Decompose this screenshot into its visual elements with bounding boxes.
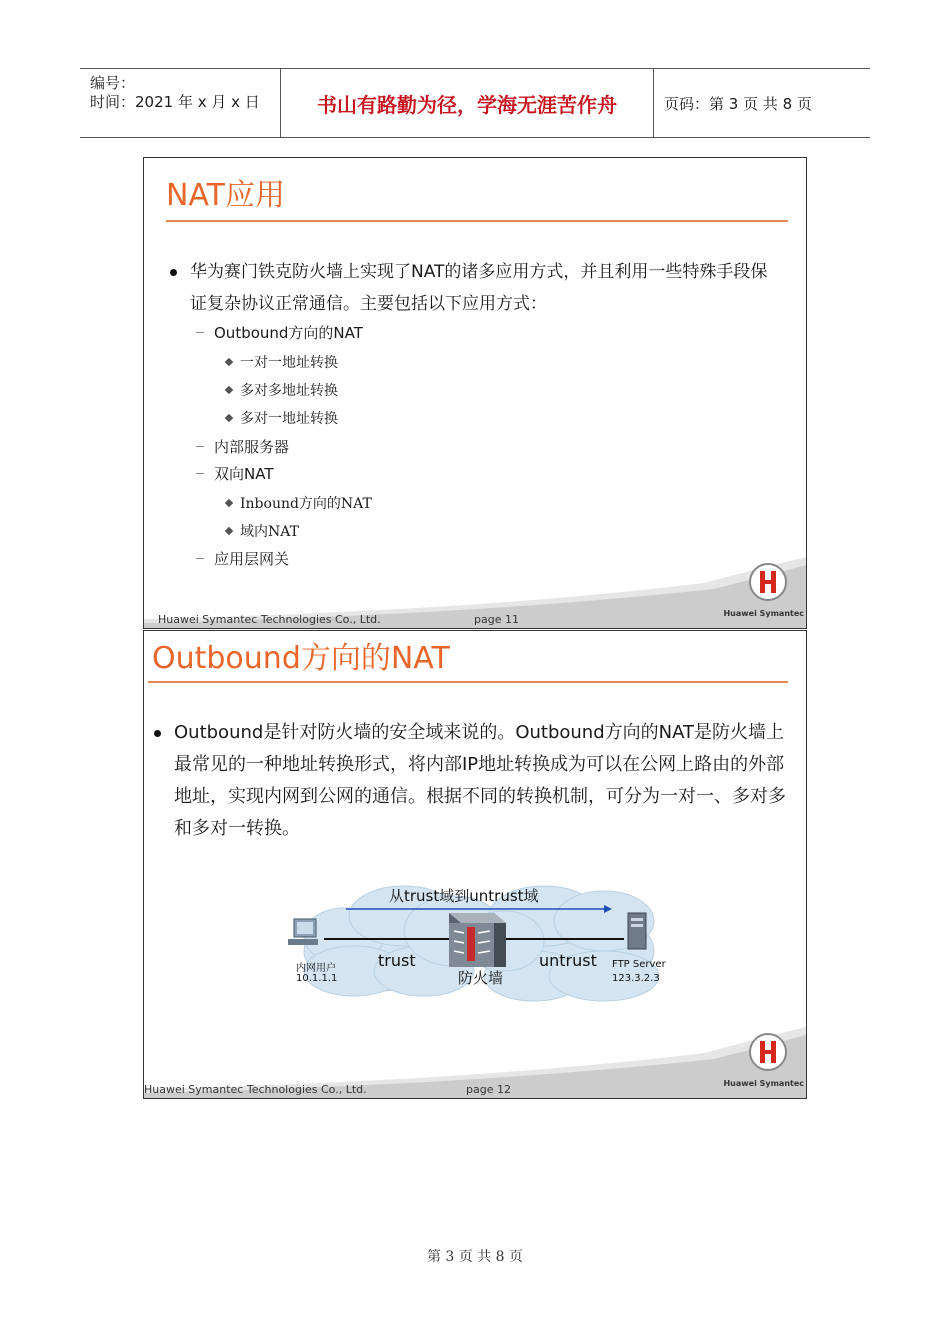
page-label: 页码：第 3 页 共 8 页	[664, 94, 812, 113]
slide-nat-applications	[143, 157, 807, 629]
list-item: 域内NAT	[240, 521, 299, 541]
list-item: 一对一地址转换	[240, 352, 338, 372]
footer-page: page 11	[474, 613, 519, 626]
number-label: 编号：	[90, 74, 136, 92]
header-meta-cell	[80, 69, 281, 137]
list-item: 双向NAT	[214, 463, 273, 484]
ftp-server-icon	[628, 913, 646, 949]
client-ip: 10.1.1.1	[296, 973, 338, 984]
footer-company: Huawei Symantec Technologies Co., Ltd.	[144, 1083, 367, 1096]
list-item: Outbound方向的NAT	[214, 322, 363, 343]
server-name: FTP Server	[612, 959, 666, 970]
title-rule	[148, 681, 788, 683]
list-item: 多对一地址转换	[240, 408, 338, 428]
client-computer-icon	[288, 919, 318, 945]
slide-title: Outbound方向的NAT	[152, 641, 450, 676]
motto: 书山有路勤为径，学海无涯苦作舟	[281, 69, 654, 137]
document-header	[80, 68, 870, 138]
huawei-symantec-logo-icon	[748, 1032, 788, 1072]
footer-company: Huawei Symantec Technologies Co., Ltd.	[158, 613, 381, 626]
bullet-paragraph	[174, 717, 786, 845]
server-ip: 123.3.2.3	[612, 973, 660, 984]
untrust-zone-label: untrust	[539, 951, 597, 970]
trust-zone-label: trust	[378, 951, 416, 970]
bullet-text: Outbound是针对防火墙的安全域来说的。Outbound方向的NAT是防火墙上最常见的一种地址转换形式，将内部IP地址转换成为可以在公网上路由的外部地址，实现内网到公网的通信。根据不同的转换机制，可分为一对一、多对多和多对一转换。	[174, 722, 786, 839]
footer-page: page 12	[466, 1083, 511, 1096]
firewall-label: 防火墙	[458, 969, 504, 987]
firewall-icon	[449, 913, 506, 967]
bullet-dot	[154, 730, 161, 737]
page-footer: 第 3 页 共 8 页	[426, 1249, 524, 1265]
list-item: 多对多地址转换	[240, 380, 338, 400]
bullet-dot	[170, 269, 177, 276]
slide-outbound-nat	[143, 630, 807, 1099]
date-label: 时间：2021 年 x 月 x 日	[90, 93, 260, 111]
list-item: 应用层网关	[214, 548, 289, 569]
brand-name: Huawei Symantec	[723, 609, 804, 618]
brand-name: Huawei Symantec	[723, 1079, 804, 1088]
client-name: 内网用户	[296, 963, 336, 974]
slide-title: NAT应用	[166, 178, 285, 213]
bullet-text: 华为赛门铁克防火墙上实现了NAT的诸多应用方式，并且利用一些特殊手段保证复杂协议正常通信。主要包括以下应用方式：	[190, 262, 768, 314]
list-item: 内部服务器	[214, 436, 289, 457]
list-item: Inbound方向的NAT	[240, 493, 372, 513]
huawei-symantec-logo-icon	[748, 562, 788, 602]
arrow-label: 从trust域到untrust域	[389, 887, 539, 905]
title-rule	[166, 220, 788, 222]
bullet-paragraph	[190, 256, 780, 320]
